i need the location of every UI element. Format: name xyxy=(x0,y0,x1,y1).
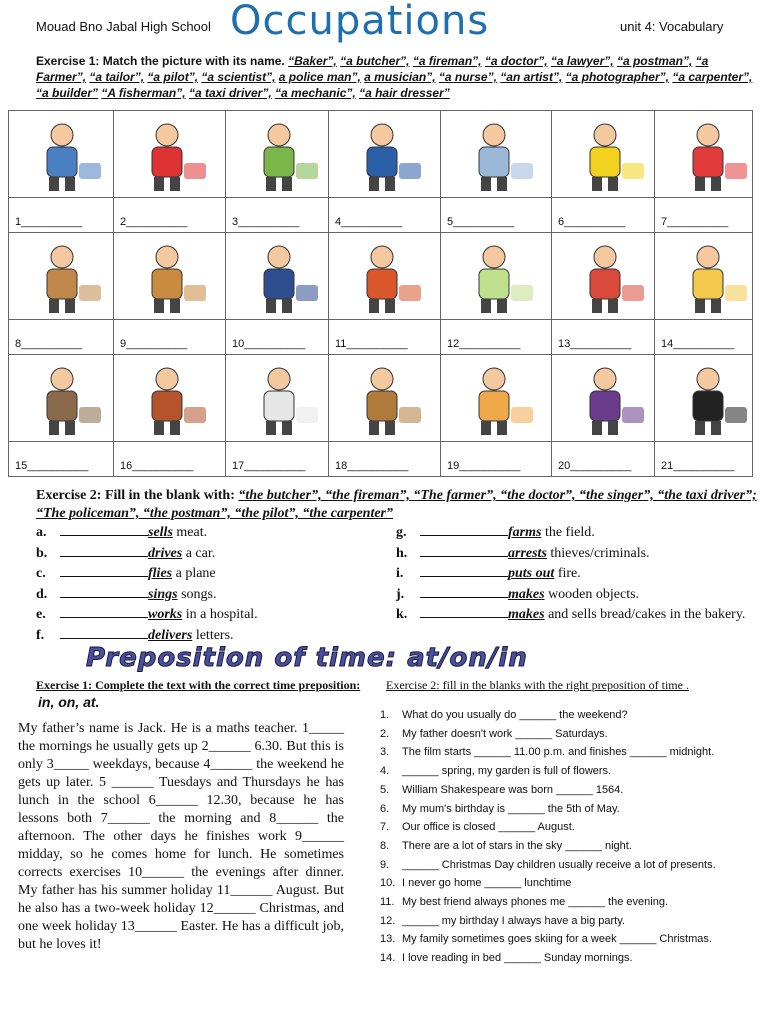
answer-blank[interactable] xyxy=(226,442,329,477)
sentence-rest: letters. xyxy=(192,627,234,643)
sentence-rest: meat. xyxy=(172,525,208,540)
answer-label: 21__________ xyxy=(661,460,735,472)
item-text: ______ spring, my garden is full of flowers. xyxy=(402,765,612,778)
item-text: I love reading in bed ______ Sunday mornings. xyxy=(402,952,633,965)
exercise1-heading: Exercise 1: Match the picture with its name. xyxy=(36,54,289,68)
preposition-banner: Preposition of time: at/on/in xyxy=(86,643,528,673)
picture-cell xyxy=(441,233,552,320)
answer-blank[interactable] xyxy=(420,605,508,618)
answer-blank[interactable] xyxy=(441,320,552,355)
answer-blank[interactable] xyxy=(420,585,508,598)
carpenter-illustration xyxy=(114,355,225,441)
answer-label: 16__________ xyxy=(120,460,194,472)
answer-blank[interactable] xyxy=(60,626,148,639)
answer-label: 8__________ xyxy=(15,338,83,350)
word-option: “a carpenter”, xyxy=(672,70,753,84)
policeman-illustration xyxy=(226,233,328,319)
word-option: “a taxi driver”, xyxy=(188,86,272,100)
word-option: a musician”, xyxy=(364,70,436,84)
verb: arrests xyxy=(508,545,547,561)
taxi-driver-illustration xyxy=(552,111,654,197)
artist-illustration xyxy=(441,355,551,441)
pilot-illustration xyxy=(226,111,328,197)
answer-blank[interactable] xyxy=(420,523,508,536)
exercise2-right-column xyxy=(396,523,745,626)
item-text: I never go home ______ lunchtime xyxy=(402,877,572,890)
hair-dresser-illustration xyxy=(655,233,752,319)
word-option: “a butcher”, xyxy=(340,54,410,68)
item-number: 2. xyxy=(380,727,390,740)
item-text: William Shakespeare was born ______ 1564. xyxy=(402,783,624,796)
item-number: 7. xyxy=(380,821,390,834)
scientist-illustration xyxy=(441,111,551,197)
answer-blank[interactable] xyxy=(329,442,441,477)
word-option: “a nurse”, xyxy=(438,70,497,84)
answer-label: 14__________ xyxy=(661,338,735,350)
answer-blank[interactable] xyxy=(60,605,148,618)
verb: farms xyxy=(508,525,542,540)
answer-label: 1__________ xyxy=(15,216,83,228)
picture-cell xyxy=(552,233,655,320)
picture-cell xyxy=(226,111,329,198)
picture-cell xyxy=(441,111,552,198)
sentence-rest: thieves/criminals. xyxy=(546,545,650,561)
verb: works xyxy=(148,607,183,622)
answer-blank[interactable] xyxy=(655,198,753,233)
list-item xyxy=(380,781,716,800)
answer-blank[interactable] xyxy=(60,544,148,557)
sentence-rest: a car. xyxy=(182,545,216,561)
tailor-illustration xyxy=(552,355,654,441)
picture-cell xyxy=(114,111,226,198)
item-text: The film starts ______ 11.00 p.m. and finishes ______ midnight. xyxy=(402,746,715,759)
sentence-rest: the field. xyxy=(541,525,595,540)
fill-sentence xyxy=(396,523,745,544)
item-letter: d. xyxy=(36,586,48,602)
fisherman-illustration xyxy=(114,233,225,319)
verb: sells xyxy=(148,525,173,540)
item-number: 8. xyxy=(380,839,390,852)
picture-cell xyxy=(655,111,753,198)
answer-blank[interactable] xyxy=(226,198,329,233)
word-option: “a postman”, xyxy=(616,54,693,68)
answer-blank[interactable] xyxy=(9,442,114,477)
fill-sentence xyxy=(36,605,258,626)
item-letter: b. xyxy=(36,545,48,561)
verb: puts out xyxy=(508,566,555,581)
list-item xyxy=(380,743,716,762)
fill-sentence xyxy=(396,605,745,626)
item-text: ______ Christmas Day children usually receive a lot of presents. xyxy=(402,858,716,871)
item-text: My father doesn't work ______ Saturdays. xyxy=(402,727,608,740)
sentence-rest: in a hospital. xyxy=(182,607,258,622)
item-letter: e. xyxy=(36,607,46,622)
item-letter: c. xyxy=(36,566,46,581)
photographer-illustration xyxy=(329,355,440,441)
item-text: My best friend always phones me ______ the evening. xyxy=(402,896,668,909)
prep-exercise2-list xyxy=(380,706,716,968)
item-number: 12. xyxy=(380,914,396,927)
answer-blank[interactable] xyxy=(552,442,655,477)
fill-sentence xyxy=(396,564,745,585)
word-option: “a Farmer”, xyxy=(36,54,709,84)
picture-cell xyxy=(552,111,655,198)
answer-label: 13__________ xyxy=(558,338,632,350)
sentence-rest: fire. xyxy=(554,566,581,581)
answer-label: 7__________ xyxy=(661,216,729,228)
answer-label: 9__________ xyxy=(120,338,188,350)
answer-blank[interactable] xyxy=(114,442,226,477)
item-letter: j. xyxy=(396,586,405,602)
answer-blank[interactable] xyxy=(420,564,508,577)
exercise2-heading xyxy=(36,487,766,523)
answer-label: 20__________ xyxy=(558,460,632,472)
list-item xyxy=(380,706,716,725)
answer-blank[interactable] xyxy=(329,320,441,355)
fill-sentence xyxy=(396,544,745,565)
list-item xyxy=(380,762,716,781)
picture-cell xyxy=(329,111,441,198)
answer-blank[interactable] xyxy=(441,442,552,477)
word-option: “a tailor”, xyxy=(89,70,145,84)
word-option: “a hair dresser” xyxy=(359,86,450,100)
list-item xyxy=(380,818,716,837)
answer-blank[interactable] xyxy=(9,198,114,233)
answer-label: 5__________ xyxy=(447,216,515,228)
verb: sings xyxy=(148,586,178,602)
answer-blank[interactable] xyxy=(441,198,552,233)
unit-label: unit 4: Vocabulary xyxy=(620,19,724,34)
picture-cell xyxy=(9,111,114,198)
answer-blank[interactable] xyxy=(655,320,753,355)
word-option: “a mechanic”, xyxy=(275,86,356,100)
item-letter: f. xyxy=(36,627,45,643)
item-letter: g. xyxy=(396,525,407,540)
answer-label: 2__________ xyxy=(120,216,188,228)
verb: makes xyxy=(508,607,545,622)
picture-cell xyxy=(329,233,441,320)
word-option: “a pilot”, xyxy=(147,70,199,84)
item-text: There are a lot of stars in the sky ______ night. xyxy=(402,839,632,852)
answer-label: 11__________ xyxy=(335,338,408,350)
sentence-rest: a plane xyxy=(172,566,216,581)
answer-blank[interactable] xyxy=(226,320,329,355)
answer-blank[interactable] xyxy=(60,523,148,536)
answer-label: 12__________ xyxy=(447,338,521,350)
item-text: My family sometimes goes skiing for a week ______ Christmas. xyxy=(402,933,712,946)
answer-blank[interactable] xyxy=(329,198,441,233)
fireman-illustration xyxy=(114,111,225,197)
word-option: “a doctor”, xyxy=(484,54,548,68)
fill-sentence xyxy=(396,585,745,606)
picture-cell xyxy=(9,233,114,320)
answer-blank[interactable] xyxy=(552,198,655,233)
musician-illustration xyxy=(329,233,440,319)
picture-cell xyxy=(655,233,753,320)
item-number: 6. xyxy=(380,802,390,815)
exercise2-left-column xyxy=(36,523,258,646)
picture-cell xyxy=(329,355,441,442)
item-letter: k. xyxy=(396,607,408,622)
verb: drives xyxy=(148,545,183,561)
item-number: 9. xyxy=(380,858,390,871)
verb: delivers xyxy=(148,627,193,643)
baker-illustration xyxy=(9,233,113,319)
picture-grid xyxy=(8,110,753,477)
word-option: “a photographer”, xyxy=(565,70,669,84)
nurse-illustration xyxy=(226,355,328,441)
sentence-rest: wooden objects. xyxy=(544,586,640,602)
item-number: 14. xyxy=(380,952,396,965)
answer-label: 15__________ xyxy=(15,460,89,472)
picture-cell xyxy=(114,233,226,320)
list-item xyxy=(380,949,716,968)
picture-cell xyxy=(441,355,552,442)
item-letter: a. xyxy=(36,525,47,540)
doctor-illustration xyxy=(441,233,551,319)
verb: makes xyxy=(508,586,545,602)
prep-exercise1-options: in, on, at. xyxy=(38,694,100,710)
prep-exercise2-heading: Exercise 2: fill in the blanks with the right preposition of time . xyxy=(386,678,689,692)
verb: flies xyxy=(148,566,173,581)
answer-blank[interactable] xyxy=(9,320,114,355)
word-option: “a fireman”, xyxy=(412,54,482,68)
list-item xyxy=(380,874,716,893)
answer-blank[interactable] xyxy=(114,198,226,233)
answer-blank[interactable] xyxy=(60,564,148,577)
list-item xyxy=(380,912,716,931)
item-letter: i. xyxy=(396,566,404,581)
list-item xyxy=(380,930,716,949)
item-text: My mum's birthday is ______ the 5th of May. xyxy=(402,802,620,815)
page-title: Occupations xyxy=(230,0,490,44)
postman-illustration xyxy=(329,111,440,197)
item-number: 3. xyxy=(380,746,390,759)
word-option: “a scientist”, xyxy=(201,70,276,84)
item-letter: h. xyxy=(396,545,408,561)
item-number: 13. xyxy=(380,933,396,946)
mechanic-illustration xyxy=(655,111,752,197)
fill-sentence xyxy=(36,544,258,565)
list-item xyxy=(380,893,716,912)
answer-label: 19__________ xyxy=(447,460,521,472)
answer-label: 10__________ xyxy=(232,338,306,350)
item-number: 4. xyxy=(380,765,390,778)
picture-cell xyxy=(226,233,329,320)
picture-cell xyxy=(114,355,226,442)
answer-label: 18__________ xyxy=(335,460,409,472)
list-item xyxy=(380,725,716,744)
answer-blank[interactable] xyxy=(655,442,753,477)
answer-label: 3__________ xyxy=(232,216,300,228)
picture-cell xyxy=(655,355,753,442)
item-text: Our office is closed ______ August. xyxy=(402,821,575,834)
sentence-rest: songs. xyxy=(177,586,217,602)
exercise2-options: “the butcher”, “the fireman”, “The farmer”, “the doctor”, “the singer”, “the taxi driver”; “The policeman”, “the postman”, “the pilot”, “the carpenter” xyxy=(36,488,757,521)
word-option: “an artist”, xyxy=(500,70,563,84)
exercise1-instructions xyxy=(36,53,756,101)
item-number: 1. xyxy=(380,709,390,721)
answer-label: 17__________ xyxy=(232,460,306,472)
school-name: Mouad Bno Jabal High School xyxy=(36,19,211,34)
answer-blank[interactable] xyxy=(420,544,508,557)
lawyer-illustration xyxy=(655,355,752,441)
list-item xyxy=(380,856,716,875)
word-option: “Baker”, xyxy=(288,54,337,68)
answer-blank[interactable] xyxy=(552,320,655,355)
farmer-illustration xyxy=(9,111,113,197)
item-number: 5. xyxy=(380,783,390,796)
list-item xyxy=(380,800,716,819)
list-item xyxy=(380,837,716,856)
picture-cell xyxy=(226,355,329,442)
item-text: What do you usually do ______ the weekend? xyxy=(402,709,628,721)
prep-exercise1-paragraph: My father’s name is Jack. He is a maths teacher. 1_____ the mornings he usually gets up 2______ 6.30. But this is only 3_____ weekdays, because 4______ the weekend he gets up later. 5 ______ Tuesdays and Thursdays he has lunch in the school 6______ 12.30, because he has lessons both 7______ the morning and 8______ the afternoon. The other days he finishes work 9______ midday, so he comes home for lunch. He sometimes corrects exercises 10______ the evenings after dinner. My father has his summer holiday 11______ August. But he also has a two-week holiday 12______ Christmas, and one week holiday 13______ Easter. He has a difficult job, but he loves it! xyxy=(18,721,344,952)
butcher-illustration xyxy=(552,233,654,319)
fill-sentence xyxy=(36,523,258,544)
item-number: 10. xyxy=(380,877,396,890)
picture-cell xyxy=(9,355,114,442)
word-option: a police man”, xyxy=(278,70,361,84)
prep-exercise1-heading: Exercise 1: Complete the text with the correct time preposition: xyxy=(36,678,361,692)
answer-blank[interactable] xyxy=(114,320,226,355)
answer-blank[interactable] xyxy=(60,585,148,598)
word-option: “a lawyer”, xyxy=(550,54,614,68)
exercise2-title: Exercise 2: Fill in the blank with: xyxy=(36,488,239,503)
sentence-rest: and sells bread/cakes in the bakery. xyxy=(544,607,746,622)
builder-illustration xyxy=(9,355,113,441)
answer-label: 4__________ xyxy=(335,216,403,228)
item-text: ______ my birthday I always have a big party. xyxy=(402,914,625,927)
word-option: “a builder” xyxy=(36,86,99,100)
item-number: 11. xyxy=(380,896,395,909)
answer-label: 6__________ xyxy=(558,216,626,228)
word-option: “A fisherman”, xyxy=(101,86,186,100)
fill-sentence xyxy=(36,585,258,606)
picture-cell xyxy=(552,355,655,442)
fill-sentence xyxy=(36,564,258,585)
